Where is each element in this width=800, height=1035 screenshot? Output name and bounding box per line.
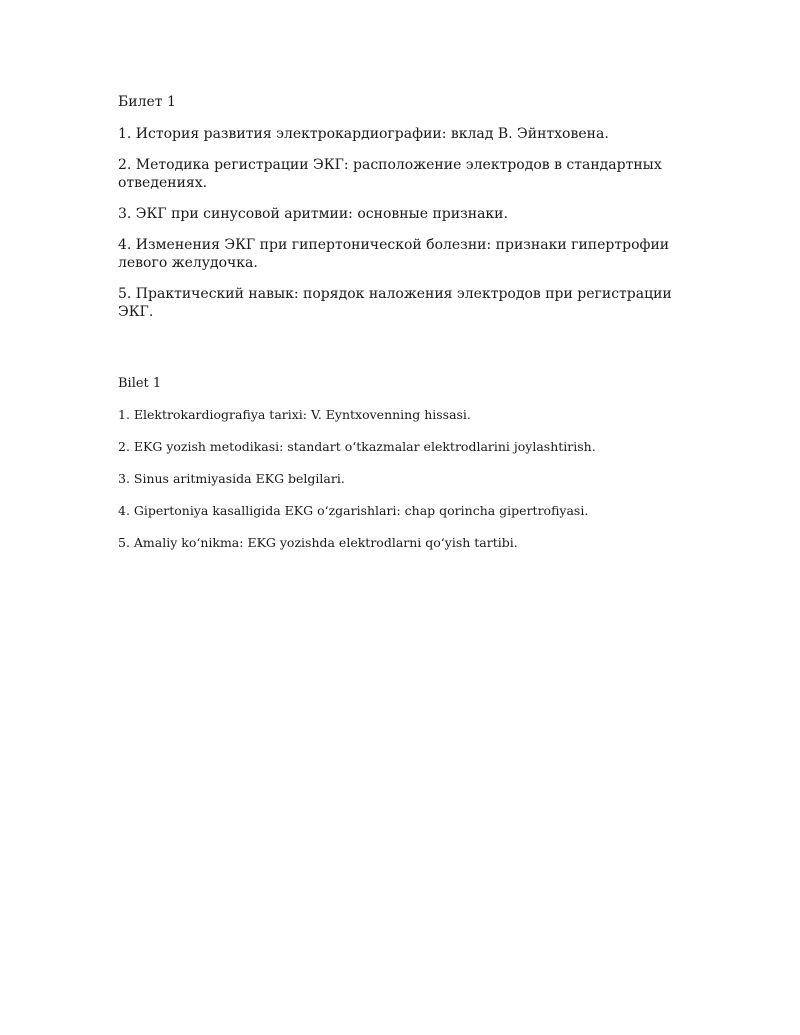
question-uz-1: 1. Elektrokardiografiya tarixi: V. Eyntxovenning hissasi. xyxy=(118,407,471,422)
ticket-title-ru: Билет 1 xyxy=(118,94,176,110)
question-ru-2: 2. Методика регистрации ЭКГ: расположение электродов в стандартных отведениях. xyxy=(118,157,662,191)
question-ru-3: 3. ЭКГ при синусовой аритмии: основные признаки. xyxy=(118,206,508,222)
question-ru-5: 5. Практический навык: порядок наложения электродов при регистрации ЭКГ. xyxy=(118,286,672,320)
question-uz-5: 5. Amaliy koʻnikma: EKG yozishda elektrodlarni qoʻyish tartibi. xyxy=(118,535,518,550)
question-ru-4: 4. Изменения ЭКГ при гипертонической болезни: признаки гипертрофии левого желудочка. xyxy=(118,237,670,271)
ticket-uzbek xyxy=(118,375,678,566)
ticket-title-uz: Bilet 1 xyxy=(118,376,162,391)
question-uz-4: 4. Gipertoniya kasalligida EKG oʻzgarishlari: chap qorincha gipertrofiyasi. xyxy=(118,503,589,518)
question-ru-1: 1. История развития электрокардиографии: вклад В. Эйнтховена. xyxy=(118,126,609,142)
question-uz-2: 2. EKG yozish metodikasi: standart oʻtkazmalar elektrodlarini joylashtirish. xyxy=(118,439,596,454)
ticket-russian xyxy=(118,93,678,334)
question-uz-3: 3. Sinus aritmiyasida EKG belgilari. xyxy=(118,471,345,486)
